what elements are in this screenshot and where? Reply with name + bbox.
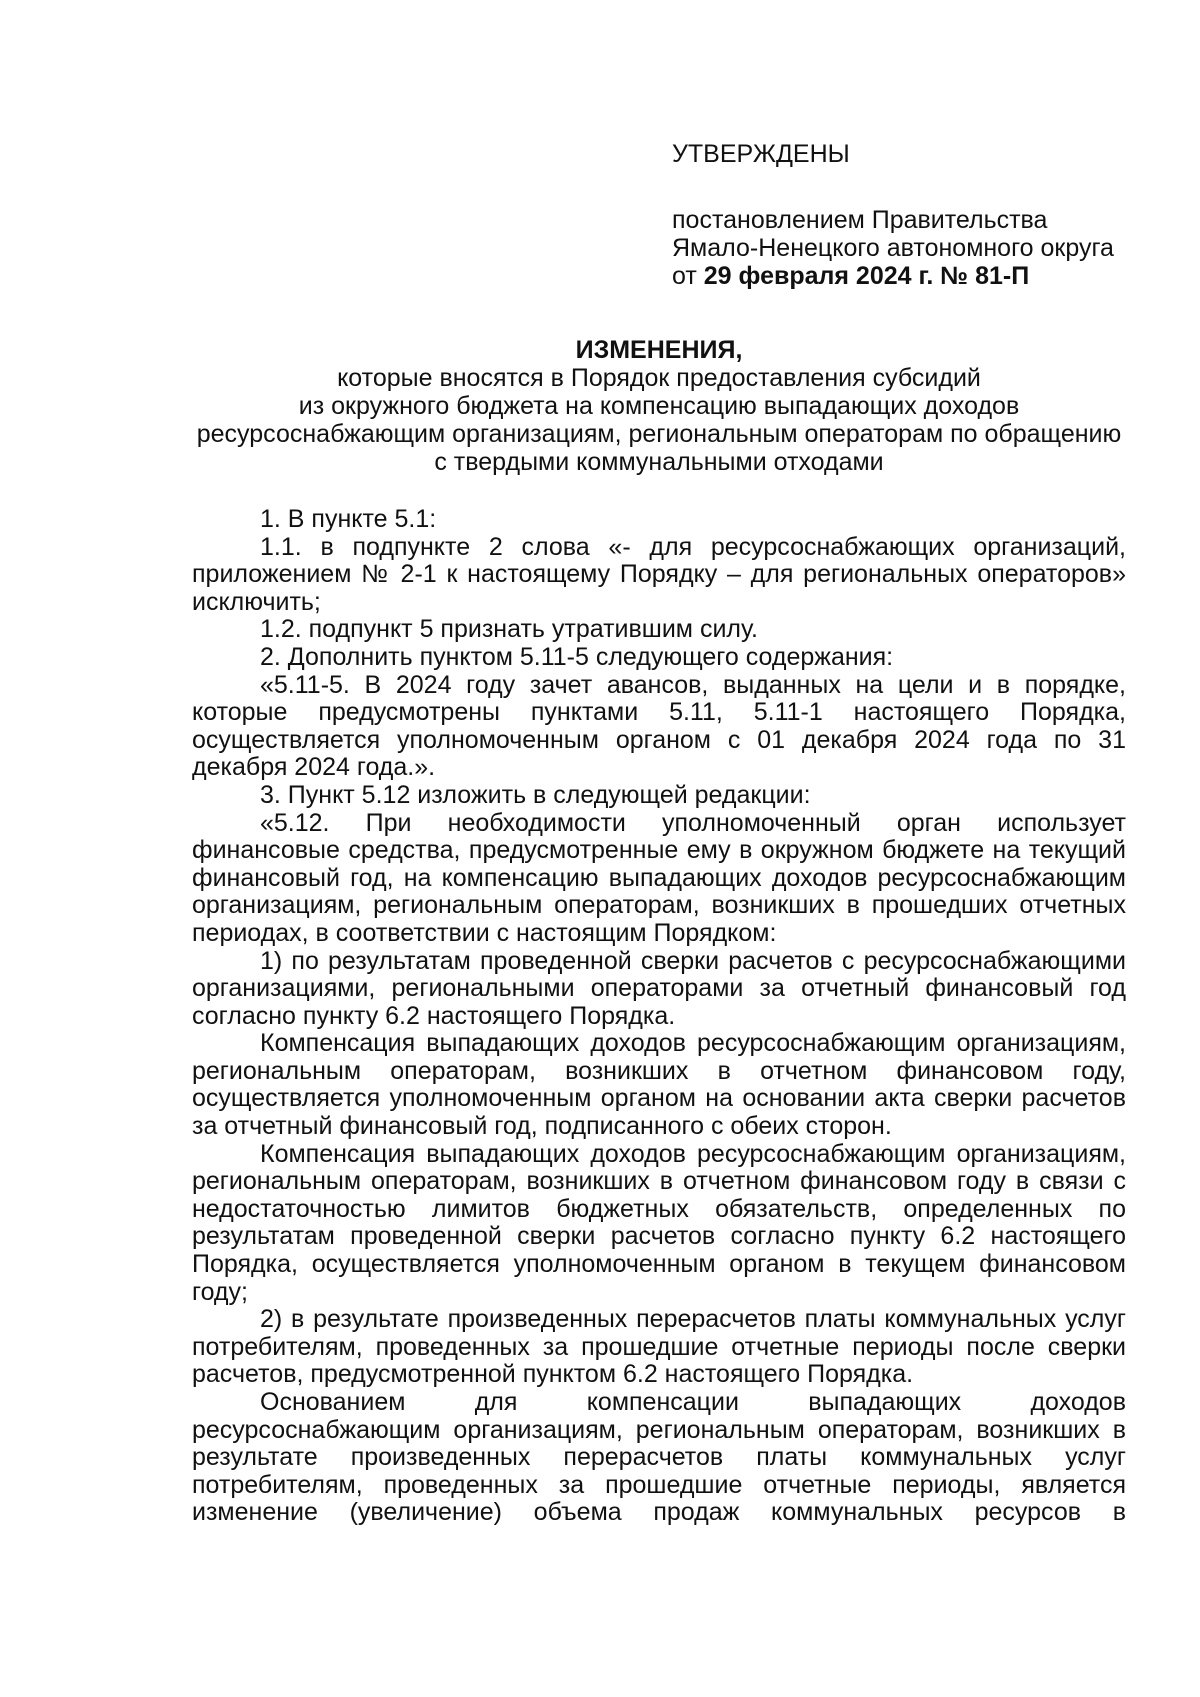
paragraph-basis: Основанием для компенсации выпадающих доходов ресурсоснабжающим организациям, региональным операторам, возникших в результате произведенных перерасчетов платы коммунальных услуг потребителям, проведенных за прошедшие отчетные периоды, является изменение (увеличение) объема продаж коммунальных ресурсов в [192,1388,1126,1527]
approval-line-government: Ямало-Ненецкого автономного округа [672,234,1114,262]
paragraph-item-1-1: 1.1. в подпункте 2 слова «- для ресурсоснабжающих организаций, приложением № 2-1 к настоящему Порядку – для региональных операторов» исключить; [192,532,1126,616]
document-subtitle-line: из окружного бюджета на компенсацию выпадающих доходов [298,392,1020,420]
document-title: ИЗМЕНЕНИЯ, [575,336,743,364]
document-subtitle-line: с твердыми коммунальными отходами [434,448,884,476]
paragraph-clause-5-11-5: «5.11-5. В 2024 году зачет авансов, выданных на цели и в порядке, которые предусмотрены пунктами 5.11, 5.11-1 настоящего Порядка, осуществляется уполномоченным органом с 01 декабря 2024 года по 31 декабря 2024 года.». [192,670,1126,782]
paragraph-subclause-1: 1) по результатам проведенной сверки расчетов с ресурсоснабжающими организациями, региональными операторами за отчетный финансовый год согласно пункту 6.2 настоящего Порядка. [192,946,1126,1030]
approval-date-prefix: от [672,262,704,290]
paragraph-compensation-2: Компенсация выпадающих доходов ресурсоснабжающим организациям, региональным операторам, возникших в отчетном финансовом году в связи с недостаточностью лимитов бюджетных обязательств, определенных по результатам проведенной сверки расчетов согласно пункту 6.2 настоящего Порядка, осуществляется уполномоченным органом в текущем финансовом году; [192,1139,1126,1306]
paragraph-item-1-2: 1.2. подпункт 5 признать утратившим силу. [260,615,758,644]
paragraph-subclause-2: 2) в результате произведенных перерасчетов платы коммунальных услуг потребителям, проведенных за прошедшие отчетные периоды после сверки расчетов, предусмотренной пунктом 6.2 настоящего Порядка. [192,1305,1126,1389]
approval-line-resolution: постановлением Правительства [672,206,1048,234]
paragraph-item-3: 3. Пункт 5.12 изложить в следующей редакции: [260,780,811,809]
paragraph-item-2: 2. Дополнить пунктом 5.11-5 следующего содержания: [260,642,894,671]
approval-title: УТВЕРЖДЕНЫ [672,140,850,168]
document-body [192,506,1126,1527]
paragraph-compensation-1: Компенсация выпадающих доходов ресурсоснабжающим организациям, региональным операторам, возникших в отчетном финансовом году, осуществляется уполномоченным органом на основании акта сверки расчетов за отчетный финансовый год, подписанного с обеих сторон. [192,1029,1126,1141]
document-heading [192,336,1126,476]
approval-date-number: 29 февраля 2024 г. № 81-П [703,262,1030,290]
paragraph-item-1: 1. В пункте 5.1: [260,505,437,533]
document-subtitle-line: которые вносятся в Порядок предоставления субсидий [337,364,981,392]
approval-date-line [672,262,1152,290]
paragraph-clause-5-12: «5.12. При необходимости уполномоченный орган использует финансовые средства, предусмотренные ему в окружном бюджете на текущий финансовый год, на компенсацию выпадающих доходов ресурсоснабжающим организациям, региональным операторам, возникших в прошедших отчетных периодах, в соответствии с настоящим Порядком: [192,808,1126,947]
approval-stamp [672,140,1152,290]
document-subtitle-line: ресурсоснабжающим организациям, региональным операторам по обращению [196,420,1122,448]
